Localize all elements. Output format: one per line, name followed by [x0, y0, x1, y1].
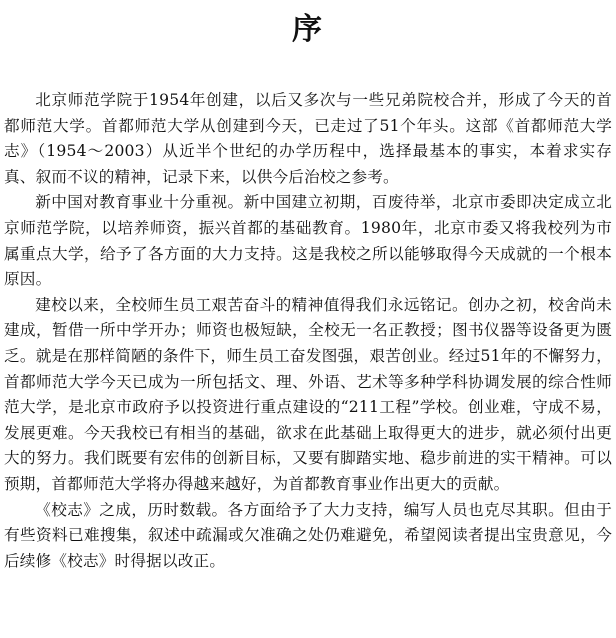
paragraph-2: 新中国对教育事业十分重视。新中国建立初期，百废待举，北京市委即决定成立北京师范学院，以培养师资，振兴首都的基础教育。1980年，北京市委又将我校列为市属重点大学，给予了各方面的大力支持。这是我校之所以能够取得今天成就的一个根本原因。 — [4, 193, 612, 289]
paragraph-1: 北京师范学院于1954年创建，以后又多次与一些兄弟院校合并，形成了今天的首都师范大学。首都师范大学从创建到今天，已走过了51个年头。这部《首都师范大学志》（1954～2003）从近半个世纪的办学历程中，选择最基本的事实，本着求实存真、叙而不议的精神，记录下来，以供今后治校之参考。 — [4, 91, 612, 186]
paragraph-3: 建校以来，全校师生员工艰苦奋斗的精神值得我们永远铭记。创办之初，校舍尚未建成，暂借一所中学开办；师资也极短缺，全校无一名正教授；图书仪器等设备更为匮乏。就是在那样简陋的条件下，师生员工奋发图强，艰苦创业。经过51年的不懈努力，首都师范大学今天已成为一所包括文、理、外语、艺术等多种学科协调发展的综合性师范大学，是北京市政府予以投资进行重点建设的“211工程”学校。创业难，守成不易，发展更难。今天我校已有相当的基础，欲求在此基础上取得更大的进步，就必须付出更大的努力。我们既要有宏伟的创新目标，又要有脚踏实地、稳步前进的实干精神。可以预期，首都师范大学将办得越来越好，为首都教育事业作出更大的贡献。 — [4, 295, 612, 493]
preface-body — [4, 88, 612, 574]
paragraph-4: 《校志》之成，历时数载。各方面给予了大力支持，编写人员也克尽其职。但由于有些资料已难搜集，叙述中疏漏或欠准确之处仍难避免，希望阅读者提出宝贵意见，今后续修《校志》时得据以改正。 — [4, 500, 612, 570]
page-title: 序 — [292, 12, 324, 47]
